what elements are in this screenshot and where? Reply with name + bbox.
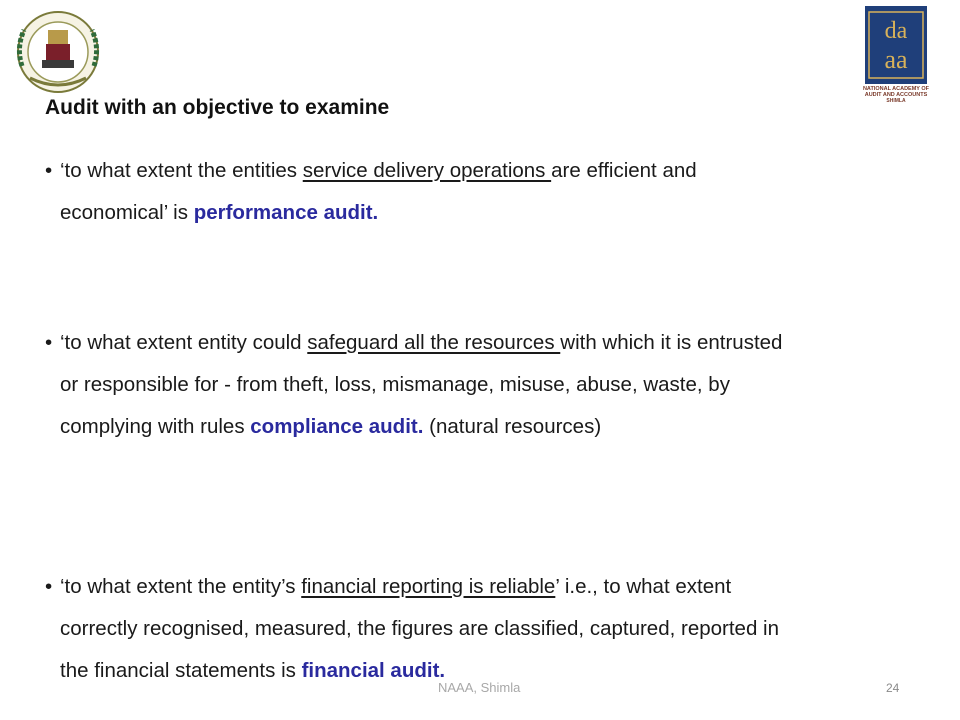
svg-text:NATIONAL ACADEMY OF: NATIONAL ACADEMY OF bbox=[862, 86, 930, 92]
naaa-logo-icon bbox=[855, 4, 937, 104]
svg-text:aa: aa bbox=[884, 45, 908, 74]
page-number: 24 bbox=[886, 681, 900, 695]
footer-text: NAAA, Shimla bbox=[438, 680, 521, 695]
slide-heading: Audit with an objective to examine bbox=[45, 96, 390, 119]
highlight-term: compliance audit. bbox=[250, 415, 424, 438]
bullet-text: ‘to what extent entity could bbox=[60, 331, 308, 354]
bullet-line bbox=[45, 192, 960, 234]
bullet-text: (natural resources) bbox=[423, 415, 602, 438]
cag-emblem-icon bbox=[8, 8, 108, 98]
svg-text:SHIMLA: SHIMLA bbox=[886, 98, 906, 104]
bullet-dot-icon: • bbox=[45, 159, 53, 182]
bullet-compliance-audit bbox=[45, 322, 960, 448]
bullet-line bbox=[45, 566, 960, 608]
bullet-text: ‘to what extent the entities bbox=[60, 159, 303, 182]
bullet-line: or responsible for - from theft, loss, mismanage, misuse, abuse, waste, by bbox=[60, 373, 730, 396]
bullet-line: correctly recognised, measured, the figures are classified, captured, reported in bbox=[60, 617, 780, 640]
bullet-text: complying with rules bbox=[60, 415, 251, 438]
bullet-dot-icon: • bbox=[45, 575, 53, 598]
bullet-financial-audit bbox=[45, 566, 960, 692]
bullet-text: ’ i.e., to what extent bbox=[555, 575, 732, 598]
underlined-text: financial reporting is reliable bbox=[301, 575, 556, 598]
bullet-text: are efficient and bbox=[551, 159, 697, 182]
bullet-text: ‘to what extent the entity’s bbox=[60, 575, 302, 598]
svg-text:AUDIT AND ACCOUNTS: AUDIT AND ACCOUNTS bbox=[864, 92, 928, 98]
underlined-text: service delivery operations bbox=[302, 159, 552, 182]
bullet-performance-audit bbox=[45, 150, 960, 234]
bullet-text: economical’ is bbox=[60, 201, 194, 224]
bullet-line bbox=[45, 322, 960, 364]
bullet-text: with which it is entrusted bbox=[560, 331, 783, 354]
bullet-dot-icon: • bbox=[45, 331, 53, 354]
bullet-text: the financial statements is bbox=[60, 659, 302, 682]
highlight-term: performance audit. bbox=[193, 201, 379, 224]
bullet-line bbox=[45, 150, 960, 192]
highlight-term: financial audit. bbox=[301, 659, 446, 682]
underlined-text: safeguard all the resources bbox=[307, 331, 561, 354]
svg-text:da: da bbox=[884, 18, 908, 44]
bullet-line bbox=[45, 406, 960, 448]
